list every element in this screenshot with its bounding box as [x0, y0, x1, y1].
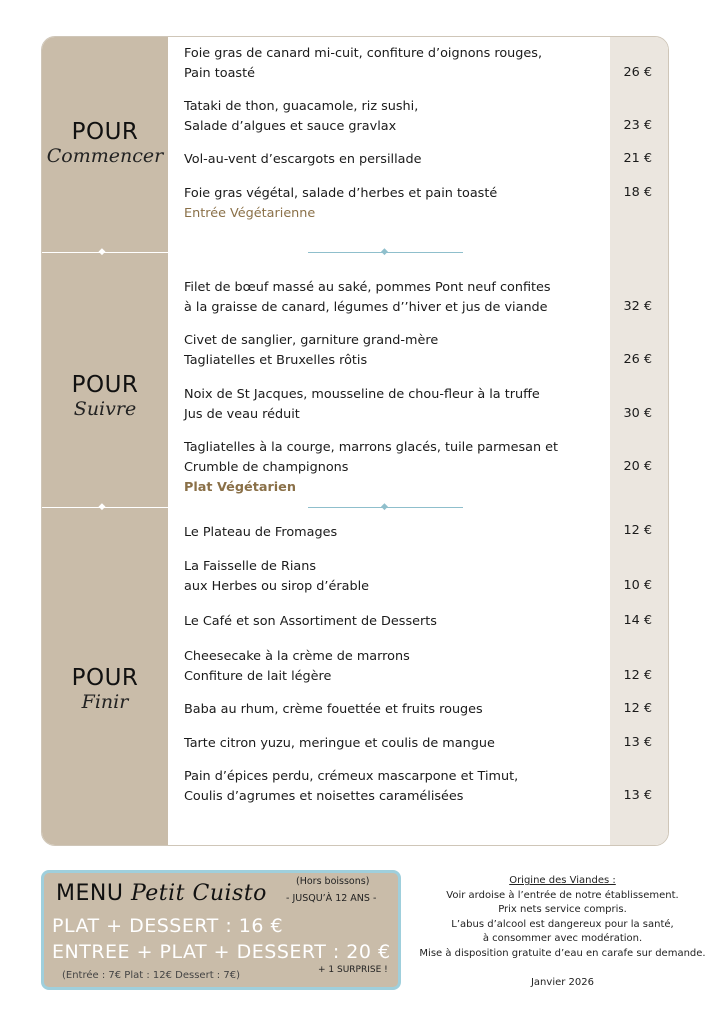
item-line: Coulis d’agrumes et noisettes caramélisées [184, 789, 464, 804]
item-price: 12 € [623, 668, 652, 683]
section-title-column [42, 37, 168, 845]
info-line: Voir ardoise à l’entrée de notre établissement. [446, 889, 679, 901]
item-line: Tagliatelles et Bruxelles rôtis [184, 353, 368, 368]
menu-item [184, 44, 604, 84]
kids-menu-drinks-note: (Hors boissons) [296, 876, 370, 887]
section-subtitle: Suivre [73, 398, 137, 420]
kids-menu-label: MENU [56, 881, 124, 906]
info-line: à consommer avec modération. [482, 933, 643, 945]
section-title-commencer [42, 119, 168, 167]
menu-item [184, 647, 604, 687]
item-price: 12 € [623, 701, 652, 716]
item-price: 13 € [623, 788, 652, 803]
item-price: 10 € [623, 578, 652, 593]
menu-date: Janvier 2026 [530, 977, 594, 988]
menu-item [184, 700, 604, 720]
item-line: Confiture de lait légère [184, 669, 332, 684]
divider-diamond-icon: ◆ [381, 502, 388, 512]
item-line: Tarte citron yuzu, meringue et coulis de mangue [184, 736, 495, 751]
kids-menu-surprise: + 1 SURPRISE ! [318, 965, 388, 975]
kids-menu-age-limit: - JUSQU’À 12 ANS - [286, 893, 377, 904]
item-line: Civet de sanglier, garniture grand-mère [184, 333, 439, 348]
item-line: Jus de veau réduit [184, 407, 300, 422]
section-pour-label: POUR [71, 119, 139, 145]
item-line: Tagliatelles à la courge, marrons glacés, tuile parmesan et [184, 440, 559, 455]
section-pour-label: POUR [71, 372, 139, 398]
item-line: Filet de bœuf massé au saké, pommes Pont neuf confites [184, 280, 551, 295]
section-subtitle: Finir [81, 691, 129, 713]
item-price: 21 € [623, 151, 652, 166]
menu-item [184, 557, 604, 597]
menu-card [41, 36, 669, 846]
item-line: La Faisselle de Rians [184, 559, 317, 574]
kids-menu-offer-1: PLAT + DESSERT : 16 € [52, 915, 284, 937]
kids-menu-title [56, 881, 267, 906]
info-block [410, 874, 715, 962]
item-line: Pain toasté [184, 66, 255, 81]
kids-menu-detail: (Entrée : 7€ Plat : 12€ Dessert : 7€) [62, 970, 240, 981]
info-line: L’abus d’alcool est dangereux pour la santé, [451, 918, 674, 930]
item-line: Le Café et son Assortiment de Desserts [184, 614, 437, 629]
info-line: Prix nets service compris. [498, 904, 627, 916]
section-title-finir [42, 665, 168, 713]
item-line: Foie gras de canard mi-cuit, confiture d’oignons rouges, [184, 46, 543, 61]
item-line: Cheesecake à la crème de marrons [184, 649, 410, 664]
vegetarian-note: Entrée Végétarienne [184, 206, 316, 221]
vegetarian-note: Plat Végétarien [184, 480, 296, 495]
item-line: Foie gras végétal, salade d’herbes et pain toasté [184, 186, 498, 201]
divider-diamond-icon: ◆ [98, 247, 106, 257]
item-price: 14 € [623, 613, 652, 628]
divider-diamond-icon: ◆ [381, 247, 388, 257]
menu-item [184, 612, 604, 632]
section-subtitle: Commencer [46, 145, 164, 167]
item-price: 23 € [623, 118, 652, 133]
item-line: Salade d’algues et sauce gravlax [184, 119, 397, 134]
section-title-suivre [42, 372, 168, 420]
item-line: Crumble de champignons [184, 460, 349, 475]
menu-item [184, 150, 604, 170]
item-price: 32 € [623, 299, 652, 314]
menu-item [184, 97, 604, 137]
menu-item [184, 331, 604, 371]
item-line: à la graisse de canard, légumes d’’hiver et jus de viande [184, 300, 548, 315]
menu-item [184, 278, 604, 318]
item-line: Baba au rhum, crème fouettée et fruits rouges [184, 702, 483, 717]
item-price: 12 € [623, 523, 652, 538]
menu-item [184, 767, 604, 807]
item-price: 26 € [623, 65, 652, 80]
section-pour-label: POUR [71, 665, 139, 691]
item-line: Noix de St Jacques, mousseline de chou-fleur à la truffe [184, 387, 540, 402]
item-line: Tataki de thon, guacamole, riz sushi, [184, 99, 419, 114]
menu-item [184, 438, 604, 498]
info-heading: Origine des Viandes : [509, 875, 616, 886]
item-line: Vol-au-vent d’escargots en persillade [184, 152, 422, 167]
menu-item [184, 734, 604, 754]
item-price: 26 € [623, 352, 652, 367]
item-price: 13 € [623, 735, 652, 750]
item-line: aux Herbes ou sirop d’érable [184, 579, 370, 594]
divider-diamond-icon: ◆ [98, 502, 106, 512]
section-divider [308, 247, 463, 257]
menu-item [184, 184, 604, 224]
menu-item [184, 385, 604, 425]
item-line: Pain d’épices perdu, crémeux mascarpone et Timut, [184, 769, 519, 784]
item-price: 20 € [623, 459, 652, 474]
item-price: 18 € [623, 185, 652, 200]
kids-menu-offer-2: ENTREE + PLAT + DESSERT : 20 € [52, 941, 391, 963]
info-line: Mise à disposition gratuite d’eau en carafe sur demande. [419, 947, 706, 959]
menu-item [184, 523, 604, 543]
kids-menu-name: Petit Cuisto [130, 881, 267, 906]
section-divider [308, 502, 463, 512]
item-line: Le Plateau de Fromages [184, 525, 338, 540]
kids-menu-box [41, 870, 401, 990]
item-price: 30 € [623, 406, 652, 421]
